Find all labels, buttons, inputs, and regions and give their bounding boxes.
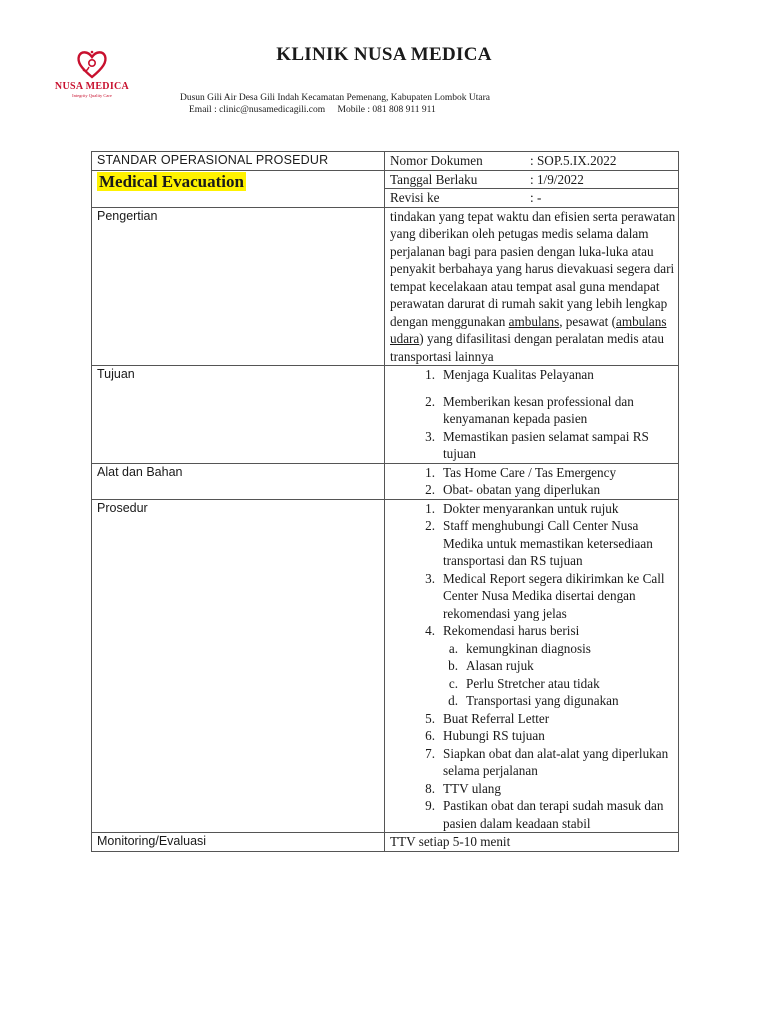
alat-list-cell <box>385 463 679 499</box>
list-item: 2. Memberikan kesan professional dan kenyamanan kepada pasien <box>425 393 634 426</box>
sop-title-cell <box>92 170 385 207</box>
clinic-title: KLINIK NUSA MEDICA <box>276 44 492 65</box>
list-item: 3. Medical Report segera dikirimkan ke Call Center Nusa Medika disertai dengan rekomendasi yang jelas <box>425 570 665 621</box>
link-ambulans-udara[interactable]: ambulans udara <box>390 313 667 346</box>
clinic-email: Email : clinic@nusamedicagili.com <box>189 105 326 115</box>
list-item: 5. Buat Referral Letter <box>425 710 550 726</box>
sop-title-row <box>92 170 679 189</box>
sub-list-item: b. Alasan rujuk <box>448 658 534 673</box>
label-tujuan: Tujuan <box>92 366 385 464</box>
list-item: 7. Siapkan obat dan alat-alat yang diperlukan selama perjalanan <box>425 745 669 778</box>
label-monitoring: Monitoring/Evaluasi <box>92 833 385 852</box>
tujuan-list-cell <box>385 366 679 464</box>
logo-tagline: Integrity Quality Care <box>72 93 112 98</box>
pengertian-part-1: tindakan yang tepat waktu dan efisien serta perawatan yang diberikan oleh petugas medis selama dalam perjalanan bagi para pasien dengan luka-luka atau penyakit berbahaya yang harus dievakuasi segera dari tempat kecelakaan atau tempat asal guna mendapat perawatan darurat di rumah sakit yang lebih lengkap dengan menggunakan <box>390 208 676 329</box>
list-item: 2. Obat- obatan yang diperlukan <box>425 482 601 497</box>
list-item: 6. Hubungi RS tujuan <box>425 728 545 743</box>
row-pengertian <box>92 207 679 366</box>
label-alat-bahan: Alat dan Bahan <box>92 463 385 499</box>
tujuan-list <box>390 366 678 463</box>
clinic-mobile: Mobile : 081 808 911 911 <box>337 105 436 115</box>
label-prosedur: Prosedur <box>92 499 385 833</box>
link-ambulans[interactable]: ambulans <box>508 313 560 329</box>
sop-header-row <box>92 152 679 171</box>
row-alat-bahan <box>92 463 679 499</box>
row-tujuan <box>92 366 679 464</box>
meta-key: Nomor Dokumen <box>390 153 483 168</box>
prosedur-list-cell <box>385 499 679 833</box>
list-item: 9. Pastikan obat dan terapi sudah masuk dan pasien dalam keadaan stabil <box>425 798 664 831</box>
sop-title: Medical Evacuation <box>99 171 244 191</box>
sub-list-item: a. kemungkinan diagnosis <box>448 640 591 656</box>
pengertian-part-2: , pesawat ( <box>559 313 616 329</box>
rekomendasi-sublist <box>443 640 672 710</box>
logo-name: NUSA MEDICA <box>54 81 130 92</box>
meta-key: Revisi ke <box>390 190 440 205</box>
pengertian-text <box>385 207 679 366</box>
sub-list-item: d. Transportasi yang digunakan <box>448 693 619 708</box>
meta-revisi <box>385 189 679 208</box>
clinic-contact <box>189 105 436 115</box>
list-item: 2. Staff menghubungi Call Center Nusa Medika untuk memastikan ketersediaan transportasi dan RS tujuan <box>425 518 653 568</box>
prosedur-list <box>390 500 678 833</box>
sop-heading: STANDAR OPERASIONAL PROSEDUR <box>92 152 385 171</box>
meta-value: : 1/9/2022 <box>530 171 584 187</box>
meta-value: : SOP.5.IX.2022 <box>530 153 617 168</box>
clinic-address: Dusun Gili Air Desa Gili Indah Kecamatan Pemenang, Kabupaten Lombok Utara <box>180 93 490 103</box>
list-item: 1. Dokter menyarankan untuk rujuk <box>425 500 619 516</box>
alat-list <box>390 464 678 499</box>
meta-nomor-dokumen <box>385 152 679 171</box>
row-prosedur <box>92 499 679 833</box>
list-item: 8. TTV ulang <box>425 780 501 796</box>
sub-list-item: c. Perlu Stretcher atau tidak <box>448 675 600 691</box>
list-item: 1. Menjaga Kualitas Pelayanan <box>425 367 594 382</box>
list-item: 1. Tas Home Care / Tas Emergency <box>425 464 617 480</box>
list-item: 4. Rekomendasi harus berisi a. kemungkinan diagnosis b. Alasan rujuk c. Perlu Stretcher atau tidak d. Transportasi yang digunakan <box>390 622 678 710</box>
meta-tanggal-berlaku <box>385 170 679 189</box>
list-item: 3. Memastikan pasien selamat sampai RS tujuan <box>425 428 649 461</box>
pengertian-part-3: ) yang difasilitasi dengan peralatan medis atau transportasi lainnya <box>390 331 664 364</box>
meta-value: : - <box>530 190 542 205</box>
meta-key: Tanggal Berlaku <box>390 171 478 187</box>
monitoring-text: TTV setiap 5-10 menit <box>385 833 679 852</box>
label-pengertian: Pengertian <box>92 207 385 366</box>
sop-table <box>91 151 679 852</box>
row-monitoring <box>92 833 679 852</box>
